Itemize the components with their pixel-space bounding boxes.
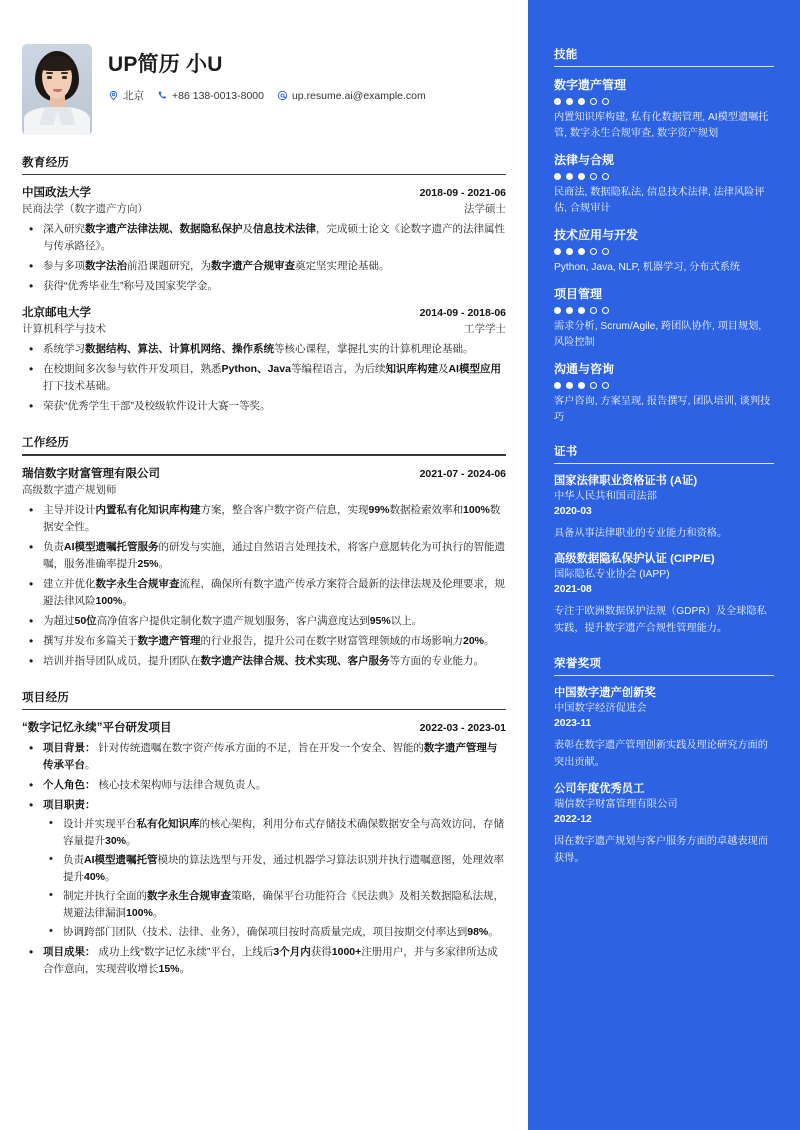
bullet-item: • 主导并设计内置私有化知识库构建方案，整合客户数字资产信息，实现99%数据检索效率和100%数据安全性。 [22,502,506,536]
skill-rating-dot [590,382,597,389]
skill-keywords: 内置知识库构建, 私有化数据管理, AI模型遗嘱托管, 数字永生合规审查, 数字资产规划 [554,112,769,140]
sidebar-section-skills [554,46,774,426]
skill-keywords: 民商法, 数据隐私法, 信息技术法律, 法律风险评估, 合规审计 [554,187,765,215]
sidebar-title-certificates: 证书 [554,445,578,458]
contact-email [277,90,426,102]
skill-rating-dot [554,98,561,105]
phone-icon [157,90,168,101]
resume-entry [22,719,506,978]
award-name: 中国数字遗产创新奖 [554,687,656,700]
entry-subtitle: 民商法学（数字遗产方向） [22,203,148,216]
entry-organization: 瑞信数字财富管理有限公司 [22,467,160,480]
skill-rating-dot [566,98,573,105]
work-entries [22,465,506,670]
section-work [22,434,506,669]
skill-rating-dot [602,248,609,255]
skill-rating-dot [578,173,585,180]
skill-rating-dot [566,382,573,389]
entry-subtitle: 高级数字遗产规划师 [22,483,117,496]
skill-item [554,361,774,426]
skill-rating-dot [602,307,609,314]
entry-date-range: 2022-03 - 2023-01 [419,722,506,735]
skill-keywords: Python, Java, NLP, 机器学习, 分布式系统 [554,262,741,274]
entry-organization: “数字记忆永续”平台研发项目 [22,722,172,735]
section-title-projects: 项目经历 [22,691,70,704]
skill-keywords: 客户咨询, 方案呈现, 报告撰写, 团队培训, 谈判技巧 [554,395,771,423]
bullet-item: • 项目背景： 针对传统遗嘱在数字资产传承方面的不足，旨在开发一个安全、智能的数字遗产管理与传承平台。 [22,740,506,774]
entry-degree: 工学学士 [464,323,506,336]
skill-rating-dot [578,98,585,105]
sidebar-title-awards: 荣誉奖项 [554,657,602,670]
bullet-item: • 个人角色： 核心技术架构师与法律合规负责人。 [22,777,506,794]
skill-rating-dot [590,98,597,105]
skill-rating-dot [578,307,585,314]
certificate-date: 2021-08 [554,583,592,595]
section-divider [22,709,506,710]
section-projects [22,689,506,978]
skill-keywords: 需求分析, Scrum/Agile, 跨团队协作, 项目规划, 风险控制 [554,321,762,348]
skill-rating-dot [554,382,561,389]
skill-rating-dot [578,248,585,255]
bullet-item: • 为超过50位高净值客户提供定制化数字遗产规划服务，客户满意度达到95%以上。 [22,613,506,630]
contact-location-value: 北京 [123,90,144,103]
skill-rating-dot [590,307,597,314]
skill-rating-dot [554,173,561,180]
location-pin-icon [108,90,119,101]
skill-rating-dot [578,382,585,389]
entry-bullet-list [22,341,506,415]
entry-subheader [22,321,506,336]
skill-rating [554,98,774,105]
skill-rating-dot [590,173,597,180]
award-issuer: 瑞信数字财富管理有限公司 [554,798,678,810]
certificate-list [554,474,774,638]
contact-list [108,88,439,103]
entry-date-range: 2018-09 - 2021-06 [419,187,506,200]
contact-location [108,88,144,103]
bullet-item: • 获得“优秀毕业生”称号及国家奖学金。 [22,278,506,295]
certificate-name: 国家法律职业资格证书 (A证) [554,474,698,487]
skill-rating [554,307,774,314]
award-issuer: 中国数字经济促进会 [554,702,647,714]
skill-item [554,77,774,142]
bullet-item: • 撰写并发布多篇关于数字遗产管理的行业报告，提升公司在数字财富管理领域的市场影响力20%。 [22,633,506,650]
sub-bullet-item: • 协调跨部门团队（技术、法律、业务），确保项目按时高质量完成，项目按期交付率达到98%。 [43,924,506,941]
award-date: 2022-12 [554,813,592,825]
certificate-item [554,474,774,542]
bullet-item: • 深入研究数字遗产法律法规、数据隐私保护及信息技术法律，完成硕士论文《论数字遗产的法律属性与传承路径》。 [22,221,506,255]
skill-name: 技术应用与开发 [554,227,639,242]
sidebar-section-certificates [554,443,774,638]
section-divider [22,454,506,455]
contact-phone-value: +86 138-0013-8000 [172,89,264,102]
education-entries [22,184,506,415]
sidebar-divider [554,463,774,464]
certificate-description: 具备从事法律职业的专业能力和资格。 [554,527,728,539]
bullet-item: • 负责AI模型遗嘱托管服务的研发与实施，通过自然语言处理技术，将客户意愿转化为可执行的智能遗嘱，服务准确率提升25%。 [22,539,506,573]
skill-rating [554,382,774,389]
sub-bullet-item: • 设计并实现平台私有化知识库的核心架构，利用分布式存储技术确保数据安全与高效访问，存储容量提升30%。 [43,816,506,850]
skill-name: 数字遗产管理 [554,78,627,93]
skill-name: 沟通与咨询 [554,361,615,376]
certificate-name: 高级数据隐私保护认证 (CIPP/E) [554,553,715,566]
bullet-item: • 参与多项数字法治前沿课题研究，为数字遗产合规审查奠定坚实理论基础。 [22,258,506,275]
resume-header [22,30,506,135]
skill-list [554,77,774,425]
certificate-issuer: 中华人民共和国司法部 [554,490,657,502]
entry-date-range: 2021-07 - 2024-06 [419,467,506,480]
section-education [22,154,506,415]
sidebar-section-awards [554,655,774,868]
skill-item [554,286,774,351]
award-date: 2023-11 [554,717,592,729]
section-title-education: 教育经历 [22,157,70,169]
entry-header [22,184,506,200]
skill-rating [554,173,774,180]
skill-item [554,227,774,276]
skill-name: 项目管理 [554,286,603,301]
resume-entry [22,465,506,670]
section-divider [22,174,506,175]
sidebar-divider [554,675,774,676]
bullet-item: • 荣获“优秀学生干部”及校级软件设计大赛一等奖。 [22,398,506,415]
skill-rating-dot [566,173,573,180]
sub-bullet-list [43,816,506,941]
certificate-description: 专注于欧洲数据保护法规（GDPR）及全球隐私实践，提升数字遗产合规性管理能力。 [554,605,767,635]
certificate-item [554,552,774,638]
bullet-item: • 项目成果： 成功上线“数字记忆永续”平台，上线后3个月内获得1000+注册用户，并与多家律所达成合作意向，实现营收增长15%。 [22,944,506,978]
skill-rating-dot [566,248,573,255]
contact-phone [157,90,264,102]
certificate-issuer: 国际隐私专业协会 (IAPP) [554,568,670,580]
resume-entry [22,184,506,295]
skill-rating-dot [566,307,573,314]
resume-entry [22,304,506,415]
skill-rating-dot [602,382,609,389]
sub-bullet-item: • 制定并执行全面的数字永生合规审查策略，确保平台功能符合《民法典》及相关数据隐私法规，规避法律漏洞100%。 [43,888,506,922]
entry-bullet-list [22,221,506,295]
entry-header [22,465,506,481]
skill-rating [554,248,774,255]
skill-rating-dot [554,248,561,255]
certificate-date: 2020-03 [554,505,592,517]
bullet-item: • 系统学习数据结构、算法、计算机网络、操作系统等核心课程，掌握扎实的计算机理论基础。 [22,341,506,358]
resume-sidebar [528,0,800,1130]
section-title-work: 工作经历 [22,437,70,450]
award-list [554,686,774,868]
entry-bullet-list [22,740,506,978]
portrait-photo [22,44,92,135]
at-email-icon [277,90,288,101]
skill-rating-dot [602,98,609,105]
entry-bullet-list [22,502,506,670]
skill-rating-dot [602,173,609,180]
entry-header [22,719,506,735]
skill-name: 法律与合规 [554,153,615,168]
award-description: 因在数字遗产规划与客户服务方面的卓越表现而获得。 [554,835,768,865]
award-item [554,782,774,868]
contact-email-value: up.resume.ai@example.com [291,89,426,102]
bullet-item: • 项目职责： • 设计并实现平台私有化知识库的核心架构，利用分布式存储技术确保数据安全与高效访问，存储容量提升30%。 • 负责AI模型遗嘱托管模块的算法选型与开发，通过机器学习算法识别并执行遗嘱意图，处理效率提升40%。 • 制定并执行全面的数字永生合规审查策略，确保平台功能符合《民法典》及相关数据隐私法规，规避法律漏洞100%。 • 协调跨部门团队（技术、法律、业务），确保项目按时高质量完成，项目按期交付率达到98%。 [22,797,506,941]
project-entries [22,719,506,978]
award-description: 表彰在数字遗产管理创新实践及理论研究方面的突出贡献。 [554,739,768,769]
entry-organization: 北京邮电大学 [22,307,91,320]
skill-item [554,152,774,217]
entry-subheader [22,201,506,216]
entry-subtitle: 计算机科学与技术 [22,323,106,336]
identity-block [108,44,439,103]
sidebar-divider [554,66,774,67]
award-name: 公司年度优秀员工 [554,782,645,795]
entry-header [22,304,506,320]
bullet-item: • 培训并指导团队成员，提升团队在数字遗产法律合规、技术实现、客户服务等方面的专业能力。 [22,653,506,670]
sidebar-title-skills: 技能 [554,49,578,61]
entry-date-range: 2014-09 - 2018-06 [419,307,506,320]
entry-organization: 中国政法大学 [22,187,91,200]
entry-degree: 法学硕士 [464,203,506,216]
page-title: UP简历 小U [108,53,223,76]
sub-bullet-item: • 负责AI模型遗嘱托管模块的算法选型与开发，通过机器学习算法识别并执行遗嘱意图，处理效率提升40%。 [43,852,506,886]
skill-rating-dot [554,307,561,314]
bullet-item: • 建立并优化数字永生合规审查流程，确保所有数字遗产传承方案符合最新的法律法规及伦理要求，规避法律风险100%。 [22,576,506,610]
award-item [554,686,774,772]
skill-rating-dot [590,248,597,255]
entry-subheader [22,482,506,497]
bullet-item: • 在校期间多次参与软件开发项目，熟悉Python、Java等编程语言，为后续知识库构建及AI模型应用打下技术基础。 [22,361,506,395]
